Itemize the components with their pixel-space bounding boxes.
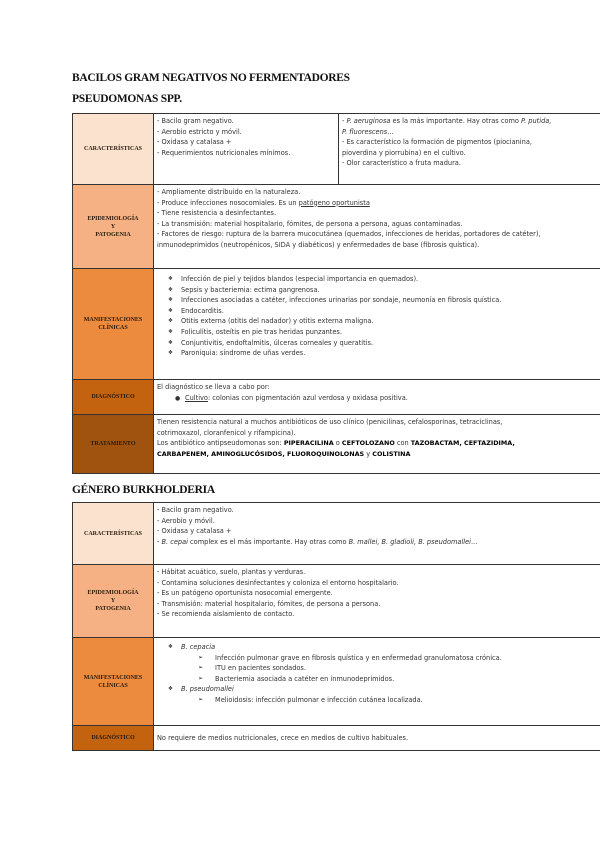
label-line: EPIDEMIOLOGÍA (87, 215, 139, 222)
species-name: P. putida, (521, 117, 552, 125)
list-item: ❖ Sepsis y bacteriemia: ectima gangrenosa. (181, 285, 600, 296)
text: o (333, 439, 342, 448)
text: - Produce infecciones nosocomiales. Es un (157, 198, 299, 207)
text-line: No requiere de medios nutricionales, crece en medios de cultivo habituales. (157, 733, 409, 742)
text-line: cotrimoxazol, cloranfenicol y rifampicina). (157, 428, 296, 437)
list-item: ❖ Otitis externa (otitis del nadador) y otitis externa maligna. (181, 316, 600, 327)
row-label-epidemiologia (73, 565, 154, 638)
species-name: P. aeruginosa (346, 117, 391, 125)
underlined-text: Cultivo (185, 393, 208, 402)
label-line: CLÍNICAS (98, 682, 128, 689)
drug-name: CARBAPENEM, AMINOGLUCÓSIDOS, FLUOROQUINOLONAS (157, 449, 365, 458)
label-line: EPIDEMIOLOGÍA (87, 590, 139, 596)
text: ... (471, 537, 478, 546)
manifestaciones-list (157, 642, 600, 706)
text: - (157, 537, 162, 546)
text-line (157, 198, 600, 209)
text: : colonias con pigmentación azul verdosa y oxidasa positiva. (207, 393, 408, 402)
species-name: B. cepacia (181, 643, 216, 651)
drug-name: TAZOBACTAM, CEFTAZIDIMA, (410, 439, 515, 448)
species-name: B. mallei, B. gladioli, B. pseudomallei (348, 537, 472, 546)
text: - (342, 117, 347, 125)
row-label-manifestaciones (73, 269, 154, 380)
doc-title: BACILOS GRAM NEGATIVOS NO FERMENTADORES (72, 72, 350, 84)
text-line (342, 127, 600, 138)
text-line: - Es un patógeno oportunista nosocomial emergente. (157, 589, 333, 598)
table-row (73, 415, 600, 474)
caracteristicas-content (154, 503, 600, 565)
text-line: - La transmisión: material hospitalario, fómites, de persona a persona, aguas contaminadas. (157, 219, 463, 228)
list-item: ❖ Paroniquia: síndrome de uñas verdes. (181, 348, 600, 359)
manifestaciones-content (154, 638, 600, 726)
text-line (157, 449, 600, 460)
table-row (73, 185, 600, 269)
row-label-caracteristicas: CARACTERÍSTICAS (73, 114, 154, 185)
burkholderia-table (72, 502, 600, 751)
text-line (157, 393, 600, 405)
text: Los antibiótico antipseudomonas son: (157, 439, 284, 448)
drug-name: COLISTINA (372, 449, 411, 458)
text-line: - Aerobio estricto y móvil. (157, 127, 242, 136)
text: es la más importante. Hay otras como (390, 117, 522, 125)
list-item: ❖ Foliculitis, osteítis en pie tras heridas punzantes. (181, 327, 600, 338)
sub-list (181, 653, 600, 685)
text-line (342, 116, 600, 127)
row-label-diagnostico: DIAGNÓSTICO (73, 380, 154, 415)
sub-list (181, 695, 600, 706)
caracteristicas-right (339, 114, 600, 185)
text-line: - Olor característico a fruta madura. (342, 159, 461, 168)
sub-list-item: ➢ Bacteriemia asociada a catéter en inmunodeprimidos. (215, 674, 600, 685)
text-line: El diagnóstico se lleva a cabo por: (157, 383, 270, 391)
list-item: ❖ Conjuntivitis, endoftalmitis, úlceras corneales y queratitis. (181, 338, 600, 349)
text-line: inmunodeprimidos (neutropénicos, SIDA y diabéticos) y enfermedades de base (fibrosis quística). (157, 240, 480, 249)
text-line: - Factores de riesgo: ruptura de la barrera mucocutánea (quemados, infecciones de heridas, portadores de catéter), (157, 230, 541, 239)
label-line: Y (110, 223, 116, 230)
text-line: - Oxidasa y catalasa + (157, 527, 232, 536)
label-line: PATOGENIA (95, 231, 131, 238)
text: con (394, 439, 411, 448)
diagnostico-content (154, 726, 600, 751)
sub-list-item: ➢ Melioidosis: infección pulmonar e infección cutánea localizada. (215, 695, 600, 706)
species-name: P. fluorescens (342, 127, 388, 136)
label-line: Y (110, 598, 116, 604)
text-line: - Oxidasa y catalasa + (157, 138, 232, 147)
list-item (181, 642, 600, 684)
text-line: - Es característico la formación de pigmentos (piocianina, (342, 138, 532, 147)
sub-list-item: ➢ Infección pulmonar grave en fibrosis quística y en enfermedad granulomatosa crónica. (215, 653, 600, 664)
table-row (73, 638, 600, 726)
diagnostico-content (154, 380, 600, 415)
table-row (73, 114, 600, 185)
underlined-text: patógeno oportunista (298, 198, 370, 207)
list-item: ❖ Infección de piel y tejidos blandos (especial importancia en quemados). (181, 274, 600, 285)
table-row (73, 726, 600, 751)
text: ... (387, 127, 394, 136)
text-line: - Se recomienda aislamiento de contacto. (157, 610, 295, 619)
manifestaciones-list (157, 274, 600, 359)
manifestaciones-content (154, 269, 600, 380)
text-line (157, 537, 600, 548)
text: complex es el más importante. Hay otras como (187, 537, 349, 546)
text-line: - Tiene resistencia a desinfectantes. (157, 209, 277, 218)
drug-name: CEFTOLOZANO (341, 439, 395, 448)
text-line: - Hábitat acuático, suelo, plantas y verduras. (157, 568, 306, 576)
table-row (73, 269, 600, 380)
label-line: PATOGENIA (95, 606, 131, 612)
text-line: - Ampliamente distribuido en la naturaleza. (157, 188, 301, 196)
table-row (73, 503, 600, 565)
text-line: - Contamina soluciones desinfectantes y coloniza el entorno hospitalario. (157, 578, 399, 587)
epidemiologia-content (154, 565, 600, 638)
epidemiologia-content (154, 185, 600, 269)
sub-list-item: ➢ ITU en pacientes sondados. (215, 663, 600, 674)
row-label-epidemiologia (73, 185, 154, 269)
text-line: - Bacilo gram negativo. (157, 117, 234, 125)
bullet-icon: ● (175, 394, 181, 402)
text-line: - Requerimientos nutricionales mínimos. (157, 148, 291, 157)
text: y (364, 449, 373, 458)
row-label-caracteristicas: CARACTERÍSTICAS (73, 503, 154, 565)
list-item: ❖ Infecciones asociadas a catéter, infecciones urinarias por sondaje, neumonía en fibrosis quística. (181, 295, 600, 306)
label-line: MANIFESTACIONES (83, 674, 143, 681)
list-item (181, 684, 600, 705)
text-line: - Bacilo gram negativo. (157, 506, 234, 514)
section-title-burkholderia: GÉNERO BURKHOLDERIA (72, 484, 215, 496)
row-label-manifestaciones (73, 638, 154, 726)
label-line: MANIFESTACIONES (83, 317, 143, 323)
section-title-pseudomonas: PSEUDOMONAS SPP. (72, 93, 182, 105)
species-name: B. pseudomallei (181, 685, 234, 694)
text-line: - Aerobio y móvil. (157, 516, 215, 525)
tratamiento-content (154, 415, 600, 474)
pseudomonas-table (72, 113, 600, 474)
label-line: CLÍNICAS (98, 325, 128, 331)
row-label-tratamiento: TRATAMIENTO (73, 415, 154, 474)
text-line: Tienen resistencia natural a muchos antibióticos de uso clínico (penicilinas, cefalosporinas, tetraciclinas, (157, 418, 503, 426)
caracteristicas-left (154, 114, 339, 185)
row-label-diagnostico: DIAGNÓSTICO (73, 726, 154, 751)
drug-name: PIPERACILINA (283, 439, 334, 448)
table-row (73, 380, 600, 415)
table-row (73, 565, 600, 638)
text-line: pioverdina y piorrubina) en el cultivo. (342, 148, 466, 157)
list-item: ❖ Endocarditis. (181, 306, 600, 317)
text-line (157, 438, 600, 449)
species-name: B. cepai (161, 537, 188, 546)
text-line: - Transmisión: material hospitalario, fómites, de persona a persona. (157, 599, 381, 608)
